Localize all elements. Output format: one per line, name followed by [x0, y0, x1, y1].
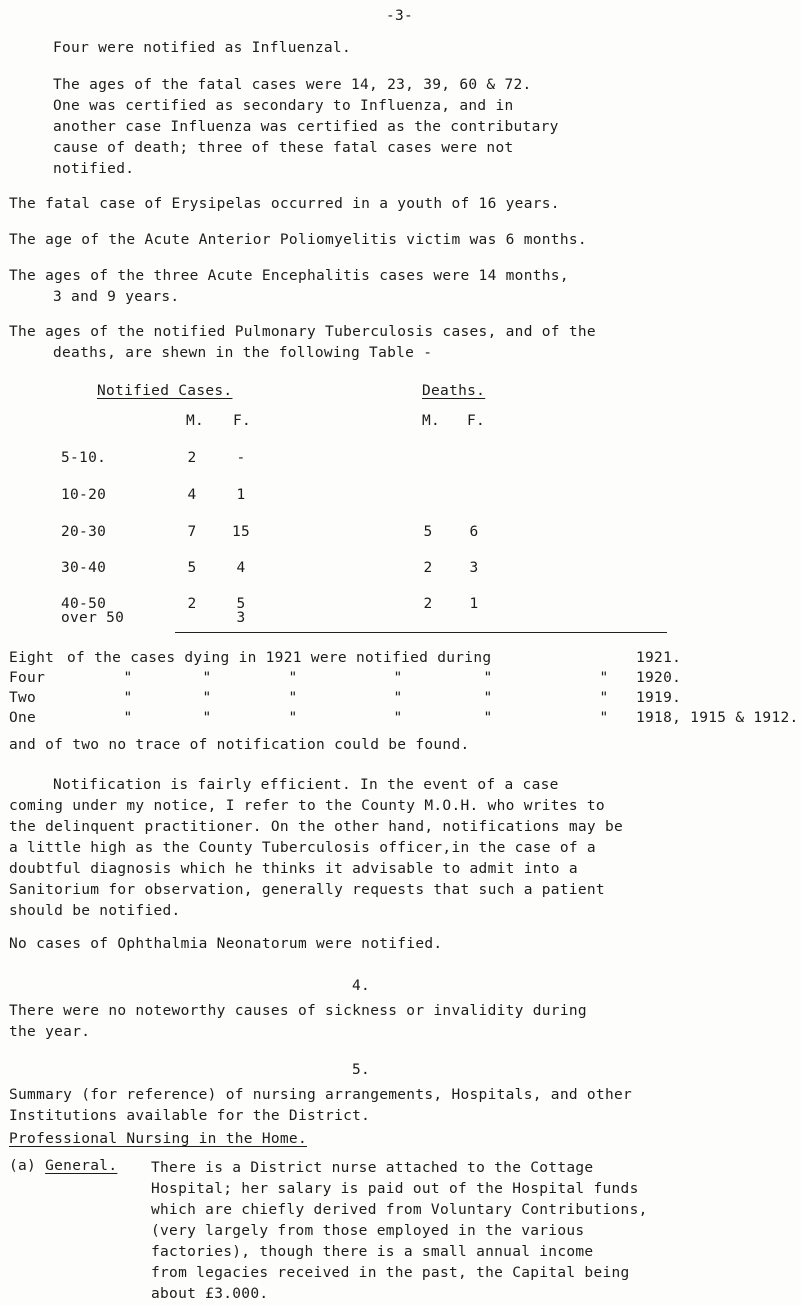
ophthalmia-sentence: No cases of Ophthalmia Neonatorum were notified.: [9, 936, 443, 952]
poliomyelitis-sentence: The age of the Acute Anterior Poliomyelitis victim was 6 months.: [9, 232, 587, 248]
cases-female-cell: 15: [231, 524, 251, 540]
ditto-mark: ": [202, 690, 212, 706]
ditto-mark: ": [483, 670, 493, 686]
text-line: Notification is fairly efficient. In the event of a case: [53, 777, 559, 793]
cases-female-cell: 4: [236, 560, 246, 576]
ditto-mark: ": [393, 710, 403, 726]
years-row-1-year: 1921.: [636, 650, 682, 666]
text-line: should be notified.: [9, 903, 181, 919]
text-line: another case Influenza was certified as the contributary: [53, 119, 559, 135]
cases-male-cell: 5: [187, 560, 197, 576]
age-cell: 30-40: [61, 560, 107, 576]
text-line: the delinquent practitioner. On the other hand, notifications may be: [9, 819, 624, 835]
deaths-female-cell: 3: [469, 560, 479, 576]
text-line: doubtful diagnosis which he thinks it advisable to admit into a: [9, 861, 578, 877]
section-4-paragraph: [9, 1001, 587, 1043]
ditto-mark: ": [123, 690, 133, 706]
no-trace-line: and of two no trace of notification could be found.: [9, 737, 470, 753]
text-line: factories), though there is a small annual income: [151, 1244, 594, 1260]
ditto-mark: ": [288, 670, 298, 686]
years-row-2-year: 1920.: [636, 670, 682, 686]
header-notified-cases: Notified Cases.: [97, 383, 233, 399]
text-line: Institutions available for the District.: [9, 1108, 371, 1124]
text-line: The ages of the fatal cases were 14, 23, 39, 60 & 72.: [53, 77, 532, 93]
years-row-3-count: Two: [9, 690, 37, 706]
ditto-mark: ": [202, 710, 212, 726]
subheader-cases-male: M.: [186, 413, 205, 429]
ditto-mark: ": [483, 710, 493, 726]
text-line: notified.: [53, 161, 135, 177]
subheader-deaths-female: F.: [467, 413, 486, 429]
text-line: from legacies received in the past, the Capital being: [151, 1265, 630, 1281]
deaths-male-cell: 2: [423, 560, 433, 576]
section-4-number: 4.: [352, 978, 371, 994]
age-cell: 20-30: [61, 524, 107, 540]
section-5-number: 5.: [352, 1062, 371, 1078]
section-5-paragraph: [9, 1085, 632, 1127]
cases-female-cell: 5: [236, 596, 246, 612]
text-line: Sanitorium for observation, generally requests that such a patient: [9, 882, 605, 898]
text-line: cause of death; three of these fatal cases were not: [53, 140, 514, 156]
cases-male-cell: 4: [187, 487, 197, 503]
text-line: Summary (for reference) of nursing arrangements, Hospitals, and other: [9, 1087, 633, 1103]
deaths-female-cell: 6: [469, 524, 479, 540]
general-label: (a) General.: [9, 1158, 118, 1174]
ditto-mark: ": [393, 670, 403, 686]
text-line: about £3.000.: [151, 1286, 269, 1302]
age-cell: 5-10.: [61, 450, 107, 466]
deaths-male-cell: 5: [423, 524, 433, 540]
years-row-2-count: Four: [9, 670, 46, 686]
erysipelas-sentence: The fatal case of Erysipelas occurred in a youth of 16 years.: [9, 196, 560, 212]
text-line: (very largely from those employed in the various: [151, 1223, 585, 1239]
cases-male-cell: 2: [187, 450, 197, 466]
page-number: -3-: [386, 8, 414, 24]
professional-nursing-heading: Professional Nursing in the Home.: [9, 1131, 307, 1147]
text-line: coming under my notice, I refer to the County M.O.H. who writes to: [9, 798, 605, 814]
text-line: There is a District nurse attached to the Cottage: [151, 1160, 594, 1176]
text-line: One was certified as secondary to Influenza, and in: [53, 98, 514, 114]
cases-female-cell: 3: [236, 610, 246, 626]
ditto-mark: ": [483, 690, 493, 706]
ditto-mark: ": [202, 670, 212, 686]
ditto-mark: ": [288, 710, 298, 726]
age-cell: 10-20: [61, 487, 107, 503]
years-row-4-count: One: [9, 710, 37, 726]
years-row-4-year: 1918, 1915 & 1912.: [636, 710, 799, 726]
ditto-mark: ": [599, 690, 609, 706]
age-cell: over 50: [61, 610, 125, 626]
tuberculosis-intro-line-2: deaths, are shewn in the following Table -: [53, 345, 433, 361]
encephalitis-line-1: The ages of the three Acute Encephalitis cases were 14 months,: [9, 268, 569, 284]
influenzal-paragraph: [53, 75, 559, 180]
tuberculosis-intro-line-1: The ages of the notified Pulmonary Tuberculosis cases, and of the: [9, 324, 596, 340]
table-bottom-rule: [175, 632, 667, 633]
age-cell: 40-50: [61, 596, 107, 612]
subheader-cases-female: F.: [233, 413, 252, 429]
text-line: There were no noteworthy causes of sickness or invalidity during: [9, 1003, 587, 1019]
subheader-deaths-male: M.: [422, 413, 441, 429]
text-line: a little high as the County Tuberculosis officer,in the case of a: [9, 840, 596, 856]
notification-paragraph: [9, 775, 623, 922]
years-row-1-count: Eight: [9, 650, 55, 666]
text-line: the year.: [9, 1024, 91, 1040]
ditto-mark: ": [288, 690, 298, 706]
years-row-1-text: of the cases dying in 1921 were notified during: [67, 650, 492, 666]
text-line: which are chiefly derived from Voluntary Contributions,: [151, 1202, 648, 1218]
ditto-mark: ": [599, 710, 609, 726]
ditto-mark: ": [599, 670, 609, 686]
cases-male-cell: 2: [187, 596, 197, 612]
text-line: Hospital; her salary is paid out of the Hospital funds: [151, 1181, 639, 1197]
nursing-paragraph: [151, 1158, 648, 1305]
ditto-mark: ": [123, 670, 133, 686]
general-label-text: General.: [45, 1158, 118, 1174]
influenzal-heading: Four were notified as Influenzal.: [53, 40, 351, 56]
deaths-male-cell: 2: [423, 596, 433, 612]
ditto-mark: ": [123, 710, 133, 726]
ditto-mark: ": [393, 690, 403, 706]
cases-female-cell: -: [236, 450, 246, 466]
header-deaths: Deaths.: [422, 383, 486, 399]
cases-male-cell: 7: [187, 524, 197, 540]
encephalitis-line-2: 3 and 9 years.: [53, 289, 180, 305]
years-row-3-year: 1919.: [636, 690, 682, 706]
cases-female-cell: 1: [236, 487, 246, 503]
deaths-female-cell: 1: [469, 596, 479, 612]
